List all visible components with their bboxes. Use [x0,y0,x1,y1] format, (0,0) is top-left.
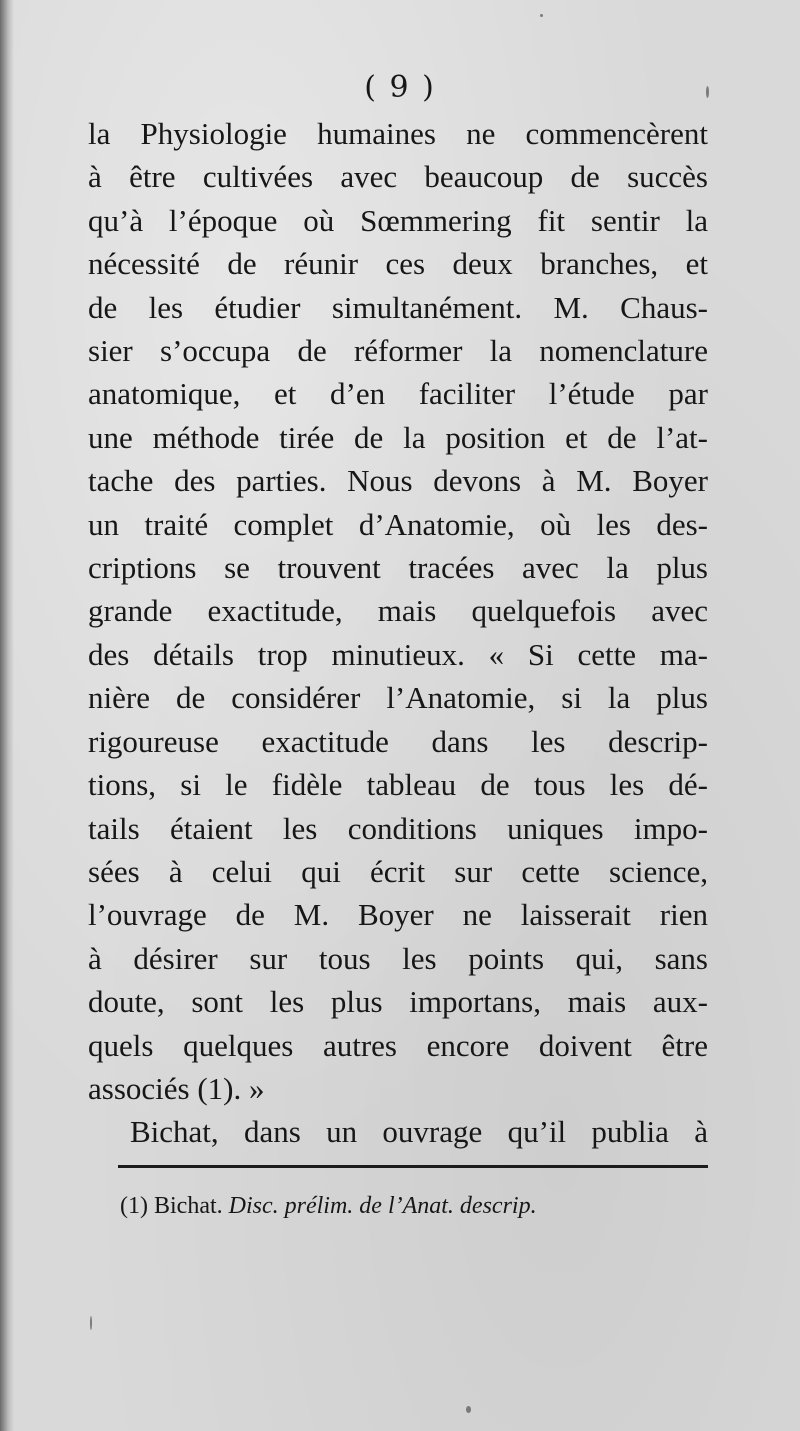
text-line: la Physiologie humaines ne commencèrent [88,116,708,151]
text-line-paragraph-start: Bichat, dans un ouvrage qu’il publia à [130,1114,708,1150]
paper-speck [90,1316,92,1330]
footnote-author: Bichat. [153,1193,223,1219]
text-line: des détails trop minutieux. « Si cette ma- [88,636,708,672]
footnote-marker: (1) [120,1193,148,1219]
text-line: doute, sont les plus importans, mais aux- [88,984,708,1020]
text-line: tache des parties. Nous devons à M. Boyer [88,463,708,499]
paper-speck [706,86,709,98]
text-line: tails étaient les conditions uniques impo- [88,810,708,846]
text-line: grande exactitude, mais quelquefois avec [88,593,708,629]
text-line: rigoureuse exactitude dans les descrip- [88,723,708,759]
text-line: sées à celui qui écrit sur cette science, [88,853,708,889]
text-line: anatomique, et d’en faciliter l’étude par [88,376,708,412]
body-text [88,112,708,1154]
footnote-title: Disc. prélim. de l’Anat. descrip. [228,1193,537,1219]
footnote [120,1190,710,1222]
text-line: qu’à l’époque où Sœmmering fit sentir la [88,202,708,238]
text-line: tions, si le fidèle tableau de tous les dé- [88,767,708,803]
text-line: à être cultivées avec beaucoup de succès [88,159,708,195]
text-line-paragraph-end: associés (1). » [88,1070,265,1106]
text-line: de les étudier simultanément. M. Chaus- [88,289,708,325]
page-number: ( 9 ) [364,70,436,105]
paper-speck [466,1406,471,1413]
text-line: l’ouvrage de M. Boyer ne laisserait rien [88,897,708,933]
text-line: nière de considérer l’Anatomie, si la plus [88,680,708,716]
text-line: nécessité de réunir ces deux branches, et [88,246,708,282]
page-edge-shadow [0,0,14,1431]
text-line: sier s’occupa de réformer la nomenclature [88,333,708,369]
text-line: criptions se trouvent tracées avec la plus [88,550,708,586]
text-line: quels quelques autres encore doivent être [88,1027,708,1063]
text-line: une méthode tirée de la position et de l’at- [88,419,708,455]
text-line: un traité complet d’Anatomie, où les des- [88,506,708,542]
text-line: à désirer sur tous les points qui, sans [88,940,708,976]
paper-speck [540,14,543,17]
footnote-separator-rule [118,1165,708,1168]
